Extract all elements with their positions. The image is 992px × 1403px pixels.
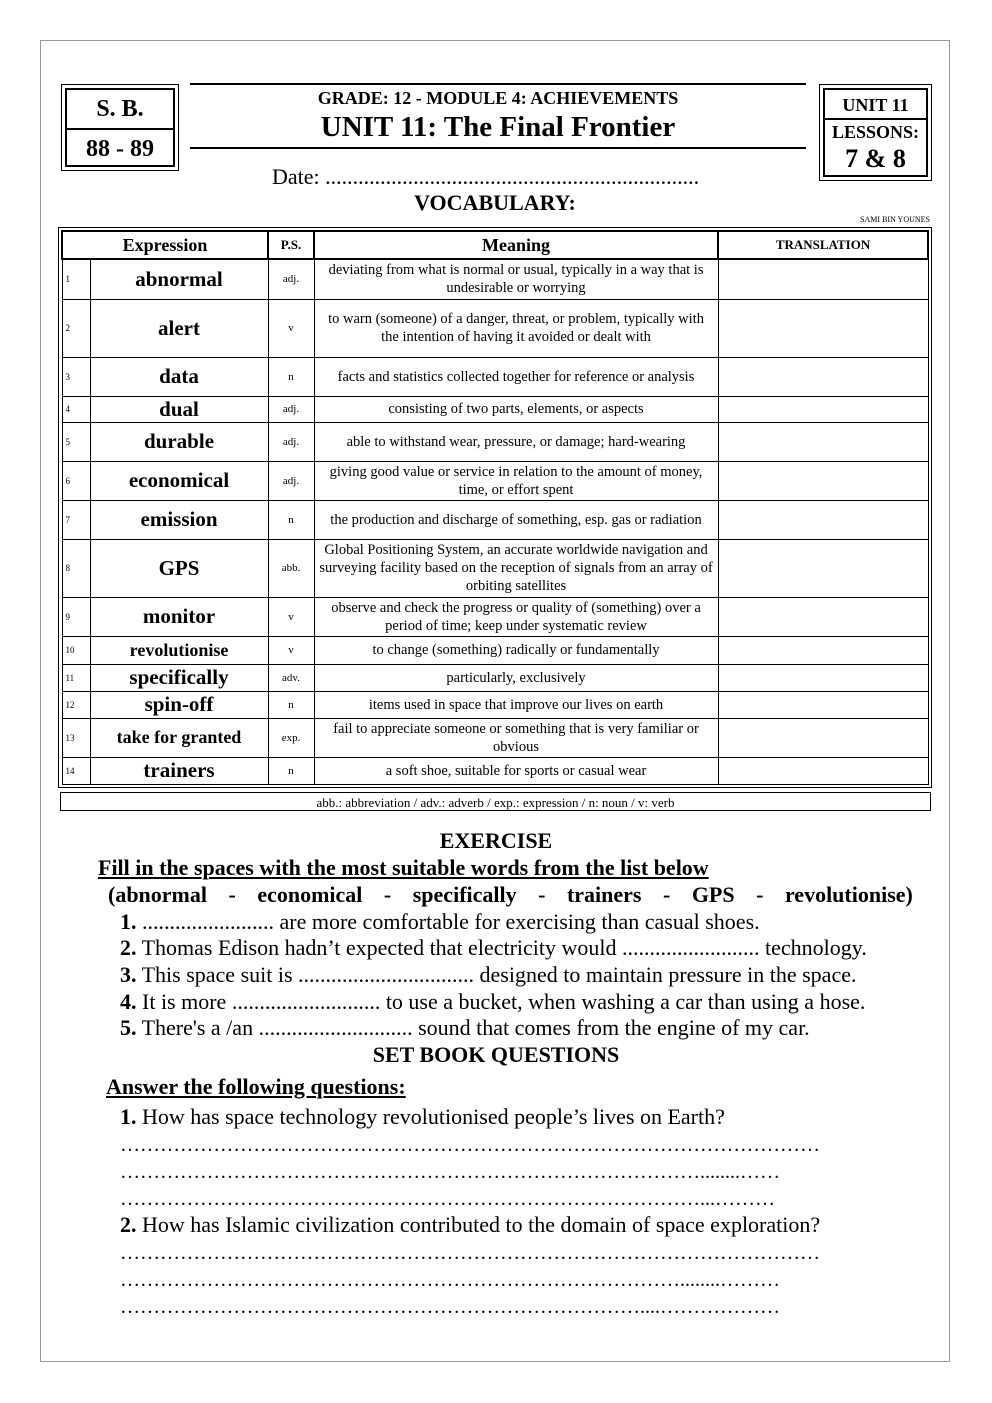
expression-cell: abnormal xyxy=(90,259,268,299)
part-of-speech-cell: adv. xyxy=(268,664,314,691)
expression-cell: alert xyxy=(90,299,268,357)
word-list-item: GPS xyxy=(691,882,735,907)
part-of-speech-cell: adj. xyxy=(268,461,314,500)
part-of-speech-cell: adj. xyxy=(268,422,314,461)
part-of-speech-cell: abb. xyxy=(268,539,314,597)
expression-cell: trainers xyxy=(90,757,268,784)
answer-line[interactable]: ……………………………………………………………………………...……… xyxy=(120,1188,775,1210)
row-number: 3 xyxy=(62,357,90,396)
row-number: 8 xyxy=(62,539,90,597)
word-list xyxy=(108,882,913,908)
word-list-item: (abnormal xyxy=(108,882,207,907)
expression-cell: spin-off xyxy=(90,691,268,718)
answer-line[interactable]: ……………………………………………………………………………........…… xyxy=(120,1161,780,1183)
translation-cell[interactable] xyxy=(718,636,928,664)
sb-label: S. B. xyxy=(67,90,173,130)
meaning-cell: the production and discharge of something, esp. gas or radiation xyxy=(314,500,718,539)
part-of-speech-cell: v xyxy=(268,636,314,664)
row-number: 4 xyxy=(62,396,90,422)
word-list-item: revolutionise) xyxy=(784,882,913,907)
table-row xyxy=(62,500,928,539)
question: 1. How has space technology revolutionised people’s lives on Earth? xyxy=(120,1104,725,1129)
header-meaning: Meaning xyxy=(314,231,718,259)
expression-cell: economical xyxy=(90,461,268,500)
row-number: 5 xyxy=(62,422,90,461)
expression-cell: revolutionise xyxy=(90,636,268,664)
table-row xyxy=(62,664,928,691)
header-translation: TRANSLATION xyxy=(718,231,928,259)
table-row xyxy=(62,636,928,664)
row-number: 14 xyxy=(62,757,90,784)
part-of-speech-cell: adj. xyxy=(268,259,314,299)
set-book-title: SET BOOK QUESTIONS xyxy=(372,1042,620,1067)
part-of-speech-cell: v xyxy=(268,597,314,636)
part-of-speech-cell: n xyxy=(268,500,314,539)
row-number: 12 xyxy=(62,691,90,718)
header-rule-top xyxy=(190,83,806,85)
meaning-cell: Global Positioning System, an accurate worldwide navigation and surveying facility based on the reception of signals from an array of orbiting satellites xyxy=(314,539,718,597)
translation-cell[interactable] xyxy=(718,539,928,597)
meaning-cell: facts and statistics collected together for reference or analysis xyxy=(314,357,718,396)
word-list-sep: - xyxy=(662,882,671,907)
vocabulary-heading: VOCABULARY: xyxy=(414,190,576,215)
translation-cell[interactable] xyxy=(718,597,928,636)
table-row xyxy=(62,396,928,422)
abbreviations-key: abb.: abbreviation / adv.: adverb / exp.: expression / n: noun / v: verb xyxy=(60,792,931,811)
word-list-sep: - xyxy=(756,882,764,907)
table-row xyxy=(62,691,928,718)
word-list-item: economical xyxy=(257,882,363,907)
meaning-cell: to change (something) radically or fundamentally xyxy=(314,636,718,664)
lessons-value: 7 & 8 xyxy=(845,144,906,173)
exercise-item: 3. This space suit is ................................ designed to maintain pressure in the space. xyxy=(120,962,857,987)
row-number: 11 xyxy=(62,664,90,691)
expression-cell: emission xyxy=(90,500,268,539)
answer-instruction: Answer the following questions: xyxy=(106,1074,406,1099)
table-row xyxy=(62,357,928,396)
row-number: 2 xyxy=(62,299,90,357)
grade-line: GRADE: 12 - MODULE 4: ACHIEVEMENTS xyxy=(317,88,679,108)
answer-line[interactable]: …………………………………………………………………………………………… xyxy=(120,1242,820,1264)
table-header-row xyxy=(62,231,928,259)
unit-label: UNIT 11 xyxy=(825,90,926,120)
translation-cell[interactable] xyxy=(718,461,928,500)
lessons-label: LESSONS: xyxy=(831,122,920,142)
table-row xyxy=(62,461,928,500)
unit-lessons-box xyxy=(819,84,932,181)
answer-line[interactable]: ……………………………………………………………………....……………… xyxy=(120,1296,780,1318)
translation-cell[interactable] xyxy=(718,691,928,718)
part-of-speech-cell: n xyxy=(268,757,314,784)
meaning-cell: deviating from what is normal or usual, typically in a way that is undesirable or worrying xyxy=(314,259,718,299)
expression-cell: monitor xyxy=(90,597,268,636)
exercise-item: 4. It is more ........................... to use a bucket, when washing a car than using a hose. xyxy=(120,989,866,1014)
row-number: 9 xyxy=(62,597,90,636)
translation-cell[interactable] xyxy=(718,357,928,396)
date-line: Date: .................................................................... xyxy=(272,164,700,189)
expression-cell: dual xyxy=(90,396,268,422)
exercise-instruction: Fill in the spaces with the most suitable words from the list below xyxy=(98,855,709,880)
header-rule-bottom xyxy=(190,147,806,149)
exercise-item: 2. Thomas Edison hadn’t expected that electricity would ......................... technology. xyxy=(120,935,867,960)
expression-cell: GPS xyxy=(90,539,268,597)
header-expression: Expression xyxy=(62,231,268,259)
exercise-item: 5. There's a /an ............................ sound that comes from the engine of my car. xyxy=(120,1015,810,1040)
row-number: 1 xyxy=(62,259,90,299)
table-row xyxy=(62,539,928,597)
meaning-cell: observe and check the progress or quality of (something) over a period of time; keep under systematic review xyxy=(314,597,718,636)
table-row xyxy=(62,422,928,461)
vocabulary-table xyxy=(58,227,932,788)
row-number: 13 xyxy=(62,718,90,757)
unit-title: UNIT 11: The Final Frontier xyxy=(320,111,676,143)
student-book-box xyxy=(61,84,179,171)
translation-cell[interactable] xyxy=(718,718,928,757)
meaning-cell: particularly, exclusively xyxy=(314,664,718,691)
expression-cell: take for granted xyxy=(90,718,268,757)
word-list-item: specifically xyxy=(412,882,517,907)
table-row xyxy=(62,259,928,299)
row-number: 10 xyxy=(62,636,90,664)
word-list-sep: - xyxy=(383,882,392,907)
exercise-item: 1. ........................ are more comfortable for exercising than casual shoes. xyxy=(120,909,760,934)
author-credit: SAMI BIN YOUNES xyxy=(860,215,930,224)
sb-pages: 88 - 89 xyxy=(86,136,154,162)
translation-cell[interactable] xyxy=(718,500,928,539)
meaning-cell: to warn (someone) of a danger, threat, or problem, typically with the intention of having it avoided or dealt with xyxy=(314,299,718,357)
table-row xyxy=(62,299,928,357)
expression-cell: specifically xyxy=(90,664,268,691)
translation-cell[interactable] xyxy=(718,422,928,461)
word-list-sep: - xyxy=(538,882,546,907)
translation-cell[interactable] xyxy=(718,259,928,299)
meaning-cell: fail to appreciate someone or something that is very familiar or obvious xyxy=(314,718,718,757)
meaning-cell: items used in space that improve our lives on earth xyxy=(314,691,718,718)
part-of-speech-cell: v xyxy=(268,299,314,357)
meaning-cell: consisting of two parts, elements, or aspects xyxy=(314,396,718,422)
exercise-title: EXERCISE xyxy=(439,828,553,853)
question: 2. How has Islamic civilization contributed to the domain of space exploration? xyxy=(120,1212,821,1237)
part-of-speech-cell: n xyxy=(268,691,314,718)
meaning-cell: able to withstand wear, pressure, or damage; hard-wearing xyxy=(314,422,718,461)
translation-cell[interactable] xyxy=(718,664,928,691)
part-of-speech-cell: exp. xyxy=(268,718,314,757)
row-number: 7 xyxy=(62,500,90,539)
expression-cell: data xyxy=(90,357,268,396)
row-number: 6 xyxy=(62,461,90,500)
part-of-speech-cell: adj. xyxy=(268,396,314,422)
header-ps: P.S. xyxy=(268,231,314,259)
table-row xyxy=(62,718,928,757)
table-row xyxy=(62,597,928,636)
answer-line[interactable]: …………………………………………………………………………………………… xyxy=(120,1134,820,1156)
translation-cell[interactable] xyxy=(718,299,928,357)
word-list-item: trainers xyxy=(566,882,642,907)
answer-line[interactable]: …………………………………………………………………………........……… xyxy=(120,1269,780,1291)
expression-cell: durable xyxy=(90,422,268,461)
table-row xyxy=(62,757,928,784)
translation-cell[interactable] xyxy=(718,396,928,422)
meaning-cell: giving good value or service in relation to the amount of money, time, or effort spent xyxy=(314,461,718,500)
meaning-cell: a soft shoe, suitable for sports or casual wear xyxy=(314,757,718,784)
translation-cell[interactable] xyxy=(718,757,928,784)
part-of-speech-cell: n xyxy=(268,357,314,396)
word-list-sep: - xyxy=(228,882,236,907)
